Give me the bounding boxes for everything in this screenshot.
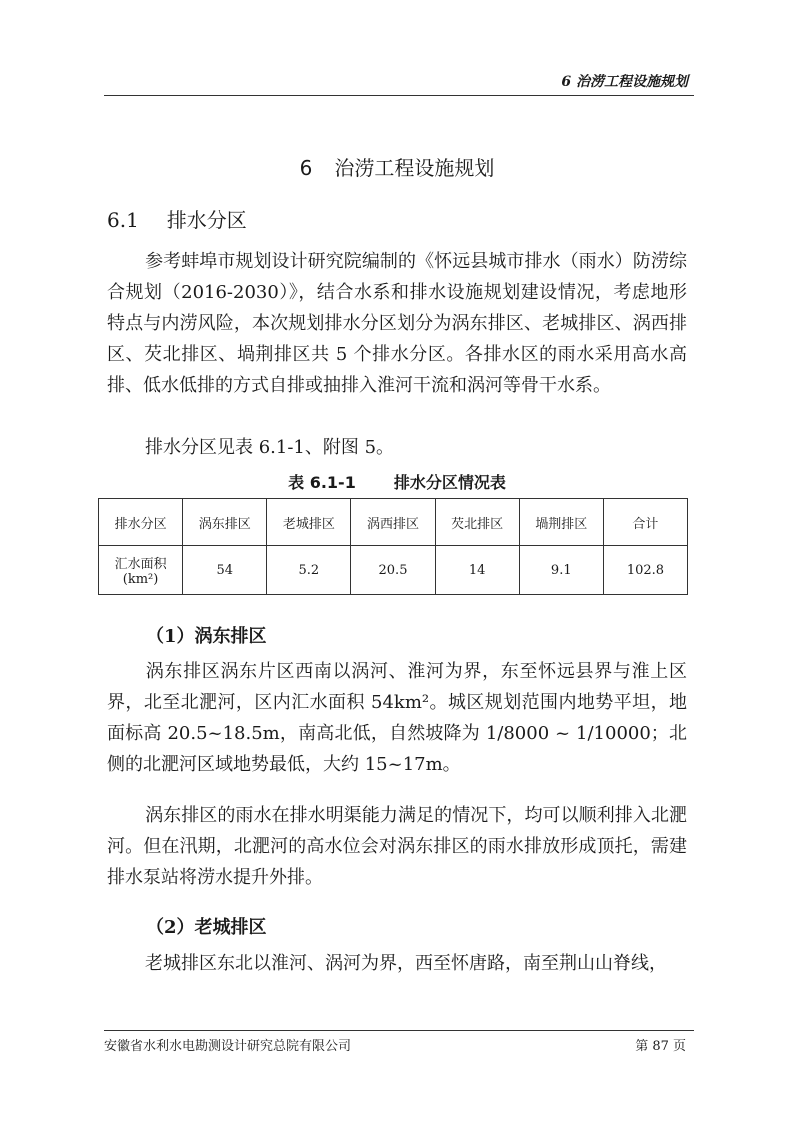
table-header-cell: 芡北排区 [435, 499, 519, 546]
table-header-cell: 排水分区 [99, 499, 183, 546]
table-caption-number: 表 6.1-1 [288, 473, 356, 492]
section-title-text: 排水分区 [166, 208, 247, 232]
chapter-title [0, 152, 794, 181]
paragraph-1 [107, 246, 687, 401]
row-label-line1: 汇水面积 [114, 557, 167, 572]
row-label-line2: (km²) [122, 572, 159, 587]
paragraph-3 [107, 656, 687, 780]
chapter-number: 6 [299, 156, 313, 180]
paragraph-2-text: 排水分区见表 6.1-1、附图 5。 [145, 437, 395, 458]
table-header-cell: 老城排区 [267, 499, 351, 546]
page-header [104, 71, 694, 96]
table-caption [0, 470, 794, 493]
table-header-cell: 涡东排区 [183, 499, 267, 546]
paragraph-5 [107, 948, 687, 979]
table-cell: 102.8 [603, 546, 687, 595]
table-cell: 14 [435, 546, 519, 595]
table-cell: 5.2 [267, 546, 351, 595]
subsection-title-2: （2）老城排区 [146, 917, 267, 938]
subsection-title-1: （1）涡东排区 [146, 626, 267, 647]
table-header-cell: 合计 [603, 499, 687, 546]
table-caption-title: 排水分区情况表 [393, 473, 506, 492]
section-title [107, 204, 247, 233]
table-cell: 20.5 [351, 546, 435, 595]
table-header-row [99, 499, 688, 546]
section-number: 6.1 [107, 208, 139, 232]
paragraph-4 [107, 800, 687, 893]
paragraph-1-text: 参考蚌埠市规划设计研究院编制的《怀远县城市排水（雨水）防涝综合规划（2016-2030）》，结合水系和排水设施规划建设情况，考虑地形特点与内涝风险，本次规划排水分区划分为涡东排区、老城排区、涡西排区、芡北排区、堝荆排区共 5 个排水分区。各排水区的雨水采用高水高排、低水低排的方式自排或抽排入淮河干流和涡河等骨干水系。 [107, 251, 687, 396]
header-text: 6 治涝工程设施规划 [561, 74, 688, 90]
table-cell: 54 [183, 546, 267, 595]
table-row-label [99, 546, 183, 595]
paragraph-2 [107, 432, 687, 463]
table-header-cell: 涡西排区 [351, 499, 435, 546]
table-cell: 9.1 [519, 546, 603, 595]
page-footer [104, 1030, 694, 1059]
footer-page-number: 第 87 页 [635, 1039, 686, 1054]
paragraph-3-text: 涡东排区涡东片区西南以涡河、淮河为界，东至怀远县界与淮上区界，北至北淝河，区内汇水面积 54km²。城区规划范围内地势平坦，地面标高 20.5~18.5m，南高北低，自然坡降为 1/8000 ~ 1/10000；北侧的北淝河区域地势最低，大约 15~17m。 [107, 661, 687, 775]
chapter-title-text: 治涝工程设施规划 [334, 156, 495, 180]
paragraph-5-text: 老城排区东北以淮河、涡河为界，西至怀唐路，南至荆山山脊线， [145, 953, 667, 974]
drainage-zone-table [98, 498, 688, 595]
table-header-cell: 堝荆排区 [519, 499, 603, 546]
paragraph-4-text: 涡东排区的雨水在排水明渠能力满足的情况下，均可以顺利排入北淝河。但在汛期，北淝河的高水位会对涡东排区的雨水排放形成顶托，需建排水泵站将涝水提升外排。 [107, 805, 687, 888]
footer-organization: 安徽省水利水电勘测设计研究总院有限公司 [104, 1039, 352, 1054]
table-row [99, 546, 688, 595]
